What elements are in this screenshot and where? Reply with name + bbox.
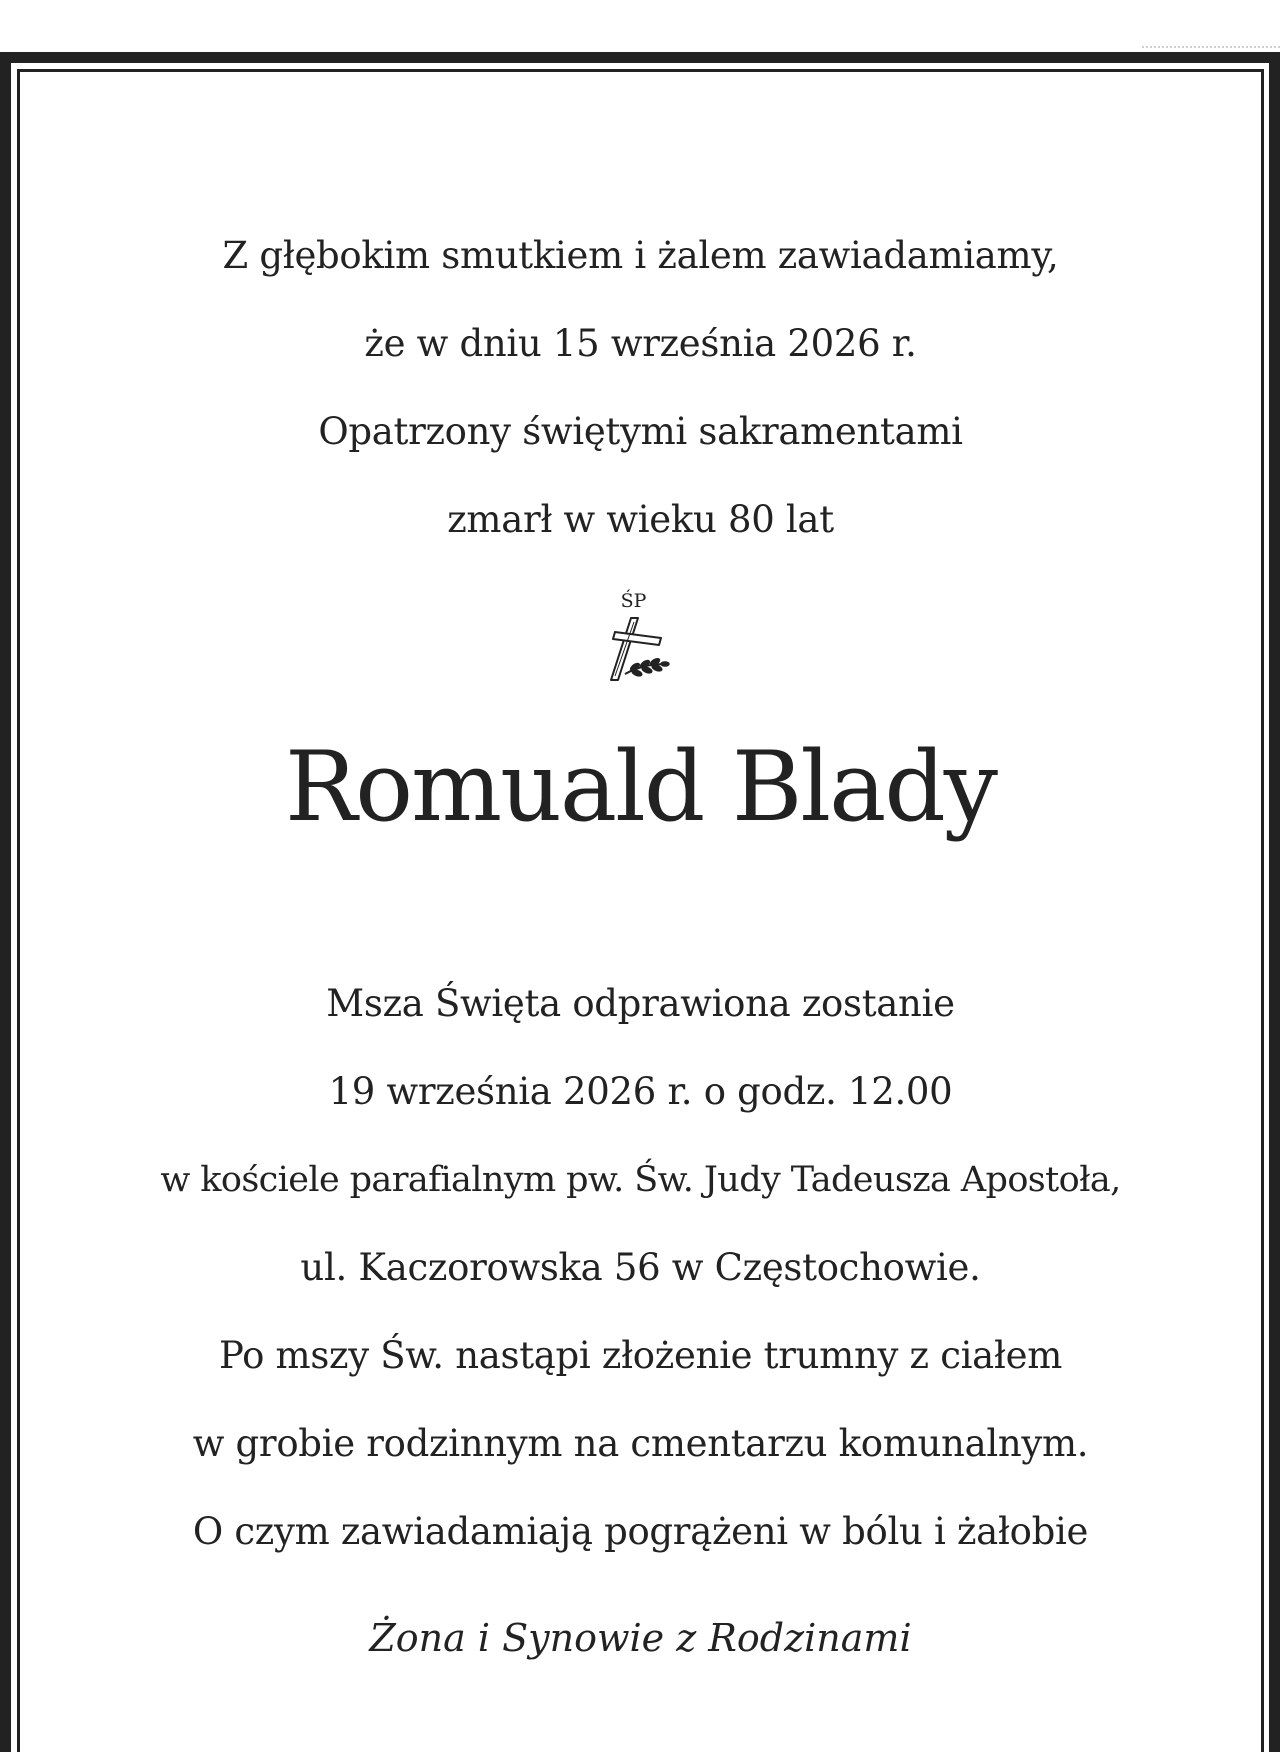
mass-line-1: Msza Święta odprawiona zostanie xyxy=(326,982,955,1025)
cross-with-palm-branch-icon xyxy=(601,612,681,684)
mass-line-2: 19 września 2026 r. o godz. 12.00 xyxy=(328,1070,953,1113)
sp-label: ŚP xyxy=(620,590,647,612)
intro-text-block xyxy=(17,212,1264,564)
mass-line-5: Po mszy Św. nastąpi złożenie trumny z ciałem xyxy=(219,1334,1062,1377)
intro-line-1: Z głębokim smutkiem i żalem zawiadamiamy, xyxy=(222,234,1059,277)
intro-line-3: Opatrzony świętymi sakramentami xyxy=(318,410,963,453)
deceased-name: Romuald Blady xyxy=(284,731,996,843)
mass-line-4: ul. Kaczorowska 56 w Częstochowie. xyxy=(300,1246,981,1289)
family-signature: Żona i Synowie z Rodzinami xyxy=(369,1616,912,1660)
mass-info-block xyxy=(17,960,1264,1576)
sp-cross-emblem xyxy=(586,590,696,690)
intro-line-4: zmarł w wieku 80 lat xyxy=(447,498,834,541)
mass-line-7: O czym zawiadamiają pogrążeni w bólu i żałobie xyxy=(192,1510,1089,1553)
mass-line-6: w grobie rodzinnym na cmentarzu komunalnym. xyxy=(192,1422,1089,1465)
corner-dotted-line xyxy=(1142,46,1280,48)
mass-line-3: w kościele parafialnym pw. Św. Judy Tadeusza Apostoła, xyxy=(160,1160,1121,1200)
intro-line-2: że w dniu 15 września 2026 r. xyxy=(364,322,917,365)
